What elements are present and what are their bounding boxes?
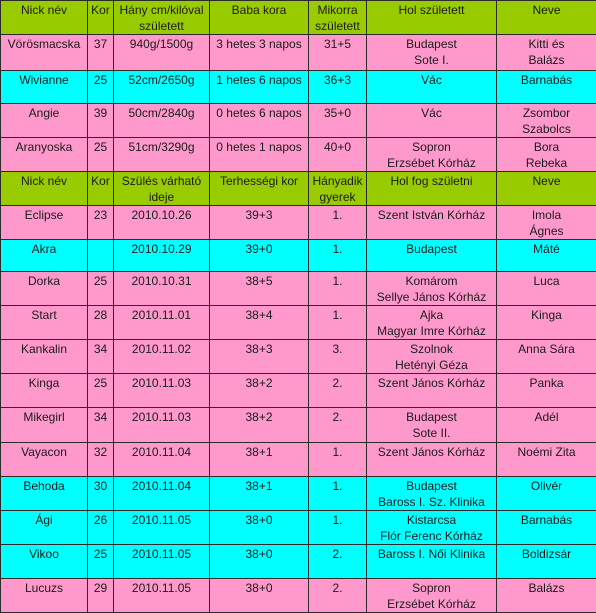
table-row [1,340,596,374]
header-cell: Mikorra született [309,1,367,35]
pregnancy-week-cell: 38+3 [210,340,309,374]
child-number-cell: 1. [309,272,367,306]
table2-header-row [1,172,596,206]
due-date-cell: 2010.11.05 [114,579,210,613]
header-cell: Hány cm/kilóval született [114,1,210,35]
table-row [1,545,596,579]
due-date-cell: 2010.11.04 [114,443,210,477]
week-cell: 40+0 [309,138,367,172]
nick-cell: Angie [1,104,88,138]
child-number-cell: 1. [309,240,367,272]
nick-cell: Behoda [1,477,88,511]
due-date-cell: 2010.11.05 [114,545,210,579]
name-cell: Bora Rebeka [497,138,596,172]
table-row [1,240,596,272]
nick-cell: Wivianne [1,71,88,104]
header-cell: Nick név [1,1,88,35]
table-row [1,477,596,511]
pregnancy-week-cell: 38+5 [210,272,309,306]
header-cell: Kor [88,1,114,35]
age-cell: 29 [88,579,114,613]
due-date-cell: 2010.10.29 [114,240,210,272]
header-cell: Neve [497,1,596,35]
pregnancy-week-cell: 38+2 [210,374,309,408]
name-cell: Zsombor Szabolcs [497,104,596,138]
week-cell: 35+0 [309,104,367,138]
place-cell: Vác [367,71,497,104]
child-number-cell: 2. [309,408,367,443]
place-cell: Ajka Magyar Imre Kórház [367,306,497,340]
pregnancy-week-cell: 38+4 [210,306,309,340]
age-cell: 25 [88,272,114,306]
place-cell: Szent János Kórház [367,443,497,477]
name-cell: Balázs [497,579,596,613]
age-cell: 23 [88,206,114,240]
table-row [1,71,596,104]
place-cell: Budapest Baross I. Sz. Klinika [367,477,497,511]
child-number-cell: 1. [309,206,367,240]
nick-cell: Dorka [1,272,88,306]
name-cell: Luca [497,272,596,306]
child-number-cell: 1. [309,477,367,511]
table-row [1,35,596,71]
child-number-cell: 2. [309,545,367,579]
place-cell: Budapest Sote I. [367,35,497,71]
due-date-cell: 2010.11.03 [114,374,210,408]
header-cell: Kor [88,172,114,206]
child-number-cell: 3. [309,340,367,374]
age-cell: 39 [88,104,114,138]
header-cell: Hol fog születni [367,172,497,206]
name-cell: Máté [497,240,596,272]
pregnancy-week-cell: 38+0 [210,511,309,545]
name-cell: Anna Sára [497,340,596,374]
child-number-cell: 2. [309,374,367,408]
place-cell: Szent János Kórház [367,374,497,408]
size-cell: 52cm/2650g [114,71,210,104]
nick-cell: Lucuzs [1,579,88,613]
nick-cell: Kinga [1,374,88,408]
place-cell: Vác [367,104,497,138]
age-cell [88,240,114,272]
age-cell: 25 [88,374,114,408]
child-number-cell: 1. [309,306,367,340]
age-cell: 25 [88,138,114,172]
place-cell: Baross I. Női Klinika [367,545,497,579]
age-cell: 34 [88,408,114,443]
name-cell: Boldizsár [497,545,596,579]
place-cell: Sopron Erzsébet Kórház [367,138,497,172]
pregnancy-week-cell: 38+1 [210,477,309,511]
name-cell: Kinga [497,306,596,340]
nick-cell: Vayacon [1,443,88,477]
child-number-cell: 1. [309,443,367,477]
name-cell: Panka [497,374,596,408]
name-cell: Barnabás [497,511,596,545]
table-row [1,443,596,477]
nick-cell: Kankalin [1,340,88,374]
child-number-cell: 1. [309,511,367,545]
age-cell: 25 [88,71,114,104]
baby-age-cell: 0 hetes 6 napos [210,104,309,138]
due-date-cell: 2010.11.05 [114,511,210,545]
baby-age-cell: 1 hetes 6 napos [210,71,309,104]
due-date-cell: 2010.10.26 [114,206,210,240]
nick-cell: Mikegirl [1,408,88,443]
due-date-cell: 2010.10.31 [114,272,210,306]
place-cell: Kistarcsa Flór Ferenc Kórház [367,511,497,545]
nick-cell: Vikoo [1,545,88,579]
header-cell: Baba kora [210,1,309,35]
header-cell: Hányadik gyerek [309,172,367,206]
pregnancy-week-cell: 38+2 [210,408,309,443]
age-cell: 37 [88,35,114,71]
name-cell: Kitti és Balázs [497,35,596,71]
pregnancy-week-cell: 38+0 [210,579,309,613]
place-cell: Budapest Sote II. [367,408,497,443]
table-row [1,579,596,613]
table1-header-row [1,1,596,35]
nick-cell: Akra [1,240,88,272]
table-row [1,511,596,545]
place-cell: Budapest [367,240,497,272]
pregnancy-week-cell: 39+3 [210,206,309,240]
pregnancy-week-cell: 38+1 [210,443,309,477]
size-cell: 50cm/2840g [114,104,210,138]
header-cell: Hol született [367,1,497,35]
table-row [1,408,596,443]
table-row [1,138,596,172]
due-date-cell: 2010.11.02 [114,340,210,374]
age-cell: 30 [88,477,114,511]
table-row [1,374,596,408]
nick-cell: Eclipse [1,206,88,240]
name-cell: Noémi Zita [497,443,596,477]
pregnancy-week-cell: 38+0 [210,545,309,579]
place-cell: Szolnok Hetényi Géza [367,340,497,374]
table-row [1,272,596,306]
table-row [1,104,596,138]
nick-cell: Start [1,306,88,340]
due-date-cell: 2010.11.01 [114,306,210,340]
pregnancy-week-cell: 39+0 [210,240,309,272]
week-cell: 36+3 [309,71,367,104]
age-cell: 28 [88,306,114,340]
header-cell: Neve [497,172,596,206]
name-cell: Adél [497,408,596,443]
baby-age-cell: 0 hetes 1 napos [210,138,309,172]
due-date-cell: 2010.11.04 [114,477,210,511]
header-cell: Szülés várható ideje [114,172,210,206]
age-cell: 26 [88,511,114,545]
baby-age-cell: 3 hetes 3 napos [210,35,309,71]
age-cell: 34 [88,340,114,374]
size-cell: 51cm/3290g [114,138,210,172]
nick-cell: Vörösmacska [1,35,88,71]
place-cell: Sopron Erzsébet Kórház [367,579,497,613]
table-row [1,306,596,340]
nick-cell: Ági [1,511,88,545]
header-cell: Nick név [1,172,88,206]
table-row [1,206,596,240]
nick-cell: Aranyoska [1,138,88,172]
week-cell: 31+5 [309,35,367,71]
age-cell: 25 [88,545,114,579]
due-date-cell: 2010.11.03 [114,408,210,443]
header-cell: Terhességi kor [210,172,309,206]
child-number-cell: 2. [309,579,367,613]
size-cell: 940g/1500g [114,35,210,71]
place-cell: Komárom Sellye János Kórház [367,272,497,306]
age-cell: 32 [88,443,114,477]
place-cell: Szent István Kórház [367,206,497,240]
name-cell: Barnabás [497,71,596,104]
name-cell: Olivér [497,477,596,511]
name-cell: Imola Ágnes [497,206,596,240]
